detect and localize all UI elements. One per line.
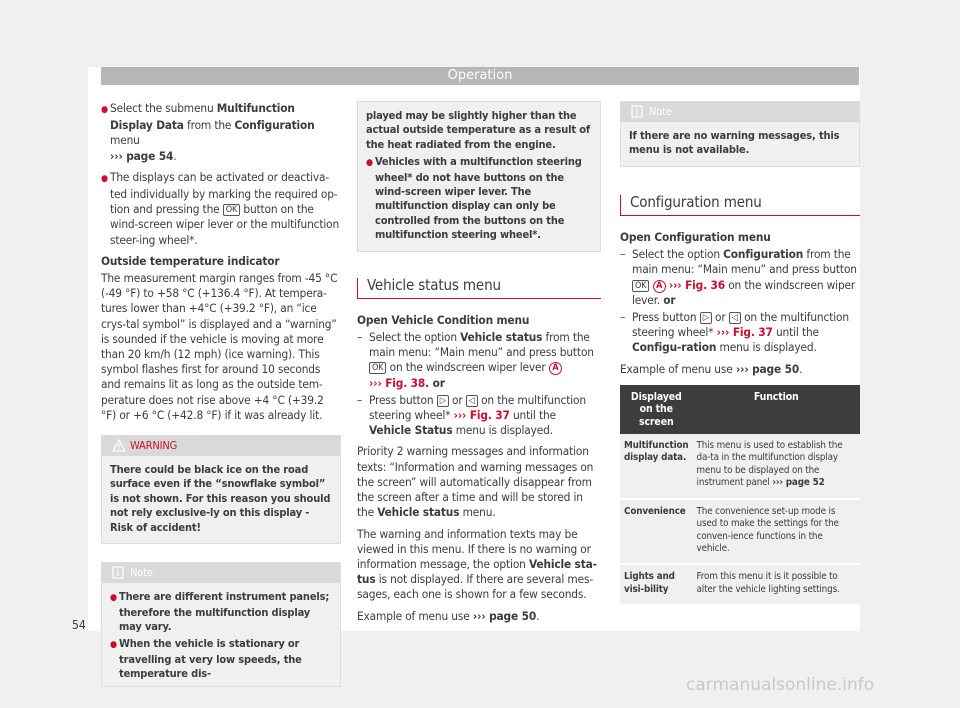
arrow-right-icon: ▷ — [700, 312, 712, 324]
warning-triangle-icon — [112, 439, 126, 452]
bullet-displays: ● The displays can be activated or deactiva-ted individually by marking the required op-tion and pressing the OK button on the wind-screen wiper lever or the multifunction steer-ing wheel*. — [101, 170, 341, 248]
ok-key-icon: OK — [369, 362, 386, 374]
note-header: Note — [102, 563, 340, 583]
ok-key-icon: OK — [632, 280, 649, 292]
section-title-vehicle-status: Vehicle status menu — [357, 278, 601, 299]
note-item: ● When the vehicle is stationary or travelling at very low speeds, the temperature dis- — [110, 637, 332, 681]
section-heading: Outside temperature indicator — [101, 253, 280, 268]
fig-ref-link[interactable]: ››› Fig. 37 — [716, 325, 773, 340]
warning-box — [101, 435, 341, 544]
paragraph: Priority 2 warning messages and information texts: “Information and warning messages on the screen” will automatically disappear from the screen after a time and will be stored in the Vehicle status menu. — [357, 444, 594, 520]
warning-text: There could be black ice on the road surface even if the “snowflake symbol” is not shown. For this reason you should not rely exclusive-ly on this display - Risk of accident! — [110, 463, 331, 534]
step-select-option: – Select the option Configuration from the main menu: “Main menu” and press button OK A ››› Fig. 36 on the windscreen wiper lever. or — [620, 247, 860, 308]
page-ref-link[interactable]: ››› page 52 — [772, 477, 825, 489]
table-header: Function — [693, 385, 860, 434]
fig-ref-link[interactable]: ››› Fig. 36 — [668, 277, 725, 292]
column-1 — [101, 101, 341, 687]
page-ref-link[interactable]: ››› page 54 — [110, 148, 174, 163]
column-2 — [357, 101, 601, 630]
step-select-option: – Select the option Vehicle status from the main menu: “Main menu” and press button OK on the windscreen wiper lever A ››› Fig. 38. or — [357, 330, 601, 391]
arrow-left-icon: ◁ — [466, 395, 478, 407]
note-item: ● Vehicles with a multifunction steering wheel* do not have buttons on the wind-screen wiper lever. The multifunction display can only be controlled from the buttons on the multifunction steering wheel*. — [366, 155, 592, 242]
info-icon — [112, 566, 124, 579]
note-header: Note — [621, 102, 859, 122]
fig-ref-link[interactable]: ››› Fig. 38 — [369, 375, 426, 390]
fig-ref-link[interactable]: ››› Fig. 37 — [453, 408, 510, 423]
note-box — [101, 562, 341, 686]
table-row: Multifunction display data. This menu is used to establish the da-ta in the multifunction display menu to be displayed on the instrument panel ››› page 52 — [620, 434, 860, 499]
table-header: Displayed on the screen — [620, 385, 693, 434]
configuration-table — [620, 385, 860, 606]
callout-a-icon: A — [653, 280, 666, 293]
step-press-button: – Press button ▷ or ◁ on the multifunction steering wheel* ››› Fig. 37 until the Configu-ration menu is displayed. — [620, 310, 860, 356]
page-ref-link[interactable]: ››› page 50 — [472, 608, 537, 623]
ok-key-icon: OK — [223, 204, 240, 216]
open-configuration-heading: Open Configuration menu — [620, 230, 771, 245]
info-icon — [631, 105, 643, 118]
table-row: Convenience The convenience set-up mode is used to make the settings for the conven-ience functions in the vehicle. — [620, 499, 860, 565]
note-box — [620, 101, 860, 167]
arrow-right-icon: ▷ — [437, 395, 449, 407]
note-continued-text: played may be slightly higher than the actual outside temperature as a result of the heat radiated from the engine. — [366, 109, 591, 151]
open-vehicle-condition-heading: Open Vehicle Condition menu — [357, 312, 530, 327]
page-ref-link[interactable]: ››› page 50 — [735, 361, 800, 376]
note-box-continued — [357, 101, 601, 252]
section-title-configuration: Configuration menu — [620, 195, 860, 216]
page-header: Operation — [101, 67, 859, 85]
column-3 — [620, 101, 860, 606]
bullet-select-submenu: ● Select the submenu Multifunction Display Data from the Configuration menu ››› page 54. — [101, 101, 341, 164]
table-row: Lights and visi-bility From this menu it is it possible to alter the vehicle lighting settings. — [620, 564, 860, 605]
paragraph: The measurement margin ranges from -45 °C (-49 °F) to +58 °C (+136.4 °F). At tempera-tures lower than +4°C (+39.2 °F), an “ice crys-tal symbol” is displayed and a “warning” is sounded if the vehicle is moving at more than 20 km/h (12 mph) (ice warning). This symbol flashes first for around 10 seconds and remains lit as long as the outside tem-perature does not rise above +4 °C (+39.2 °F) or +6 °C (+42.8 °F) if it was already lit. — [101, 271, 338, 422]
note-text: If there are no warning messages, this menu is not available. — [629, 129, 840, 157]
paragraph: Example of menu use ››› page 50. — [357, 608, 540, 623]
watermark: carmanualsonline.info — [686, 675, 875, 695]
page-number: 54 — [72, 618, 86, 632]
step-press-button: – Press button ▷ or ◁ on the multifunction steering wheel* ››› Fig. 37 until the Vehicle Status menu is displayed. — [357, 393, 601, 439]
paragraph: The warning and information texts may be viewed in this menu. If there is no warning or information message, the option Vehicle sta-tus is not displayed. If there are several mes-sages, each one is shown for a few seconds. — [357, 526, 597, 602]
note-item: ● There are different instrument panels; therefore the multifunction display may vary. — [110, 590, 332, 634]
callout-a-icon: A — [549, 362, 562, 375]
arrow-left-icon: ◁ — [729, 312, 741, 324]
warning-header: WARNING — [102, 436, 340, 456]
paragraph: Example of menu use ››› page 50. — [620, 361, 803, 376]
